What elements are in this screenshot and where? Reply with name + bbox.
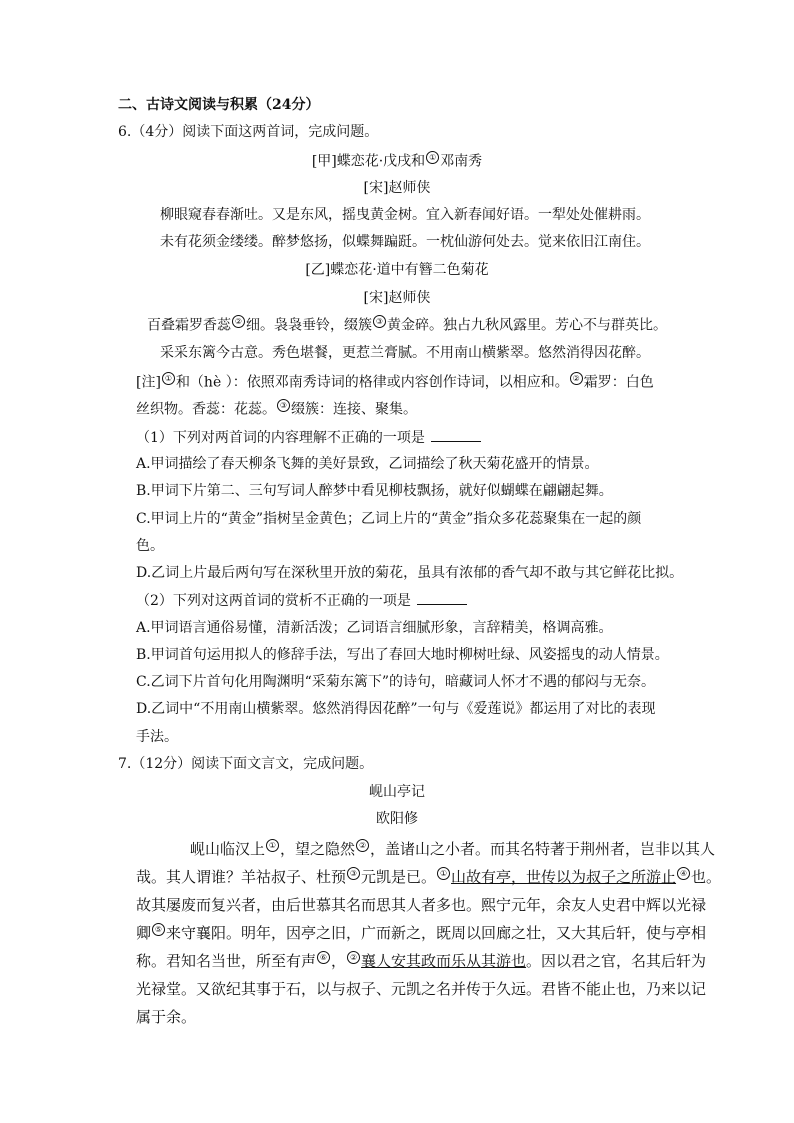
section-title: 二、古诗文阅读与积累（24分） <box>118 97 320 113</box>
footnote-mark: ② <box>232 315 245 328</box>
answer-blank[interactable] <box>431 427 481 442</box>
poem2-title: [乙]蝶恋花·道中有簪二色菊花 <box>305 262 489 278</box>
essay-text: 。因以君之官，名其后轩为 <box>526 952 707 970</box>
underlined-sentence-2: 襄人安其政而乐从其游也 <box>361 952 527 970</box>
underlined-sentence-1: 山故有亭，世传以为叔子之所游止 <box>451 868 677 886</box>
notes-line-2 <box>136 399 417 420</box>
sub2-option-b: B.甲词首句运用拟人的修辞手法，写出了春回大地时柳树吐绿、风姿摇曳的动人情景。 <box>136 647 669 663</box>
poem2-line-1-a: 百叠霜罗香蕊 <box>147 317 231 334</box>
footnote-mark: ① <box>266 839 279 852</box>
notes-text: 和（hè ）：依照邓南秀诗词的格律或内容创作诗词，以相应和。 <box>175 374 569 391</box>
sub1-option-b: B.甲词下片第二、三句写词人醉梦中看见柳枝飘扬，就好似蝴蝶在翩翩起舞。 <box>136 483 613 499</box>
footnote-mark: ③ <box>373 315 386 328</box>
essay-text: ，盖诸山之小者。而其名特著于荆州者，岂非以其人 <box>370 840 716 858</box>
notes-text: 霜罗：白色 <box>583 374 654 391</box>
poem2-line-1-b: 细。袅袅垂铃，缀簇 <box>246 317 372 334</box>
essay-author: 欧阳修 <box>376 811 418 827</box>
essay-line-3: 故其屡废而复兴者，由后世慕其名而思其人者多也。熙宁元年，余友人史君中辉以光禄 <box>136 896 707 914</box>
q6-stem: 6.（4分）阅读下面这两首词，完成问题。 <box>118 124 379 140</box>
sub2-option-d-cont: 手法。 <box>136 729 178 745</box>
sub1-option-c: C.甲词上片的“黄金”指树呈金黄色；乙词上片的“黄金”指众多花蕊聚集在一起的颜 <box>136 511 642 527</box>
footnote-mark: ⑥ <box>317 951 330 964</box>
notes-label: [注] <box>136 374 161 391</box>
poem1-title <box>0 151 794 172</box>
poem2-line-2: 采采东篱今古意。秀色堪餐，更惹兰膏腻。不用南山横紫翠。悠然消得因花醉。 <box>160 345 650 361</box>
essay-line-2 <box>136 866 721 888</box>
footnote-mark: ① <box>162 372 175 385</box>
essay-line-7: 属于余。 <box>136 1008 197 1026</box>
poem1-author: [宋]赵师侠 <box>363 180 431 196</box>
sub2-stem <box>136 590 467 611</box>
poem1-line-1: 柳眼窥春春渐吐。又是东风，摇曳黄金树。宜入新春闻好语。一犁处处催耕雨。 <box>160 207 650 223</box>
notes-text: 丝织物。香蕊：花蕊。 <box>136 401 276 418</box>
essay-text: 元凯是已。 <box>361 868 437 886</box>
sub2-option-a: A.甲词语言通俗易懂，清新活泼；乙词语言细腻形象，言辞精美，格调高雅。 <box>136 620 613 636</box>
answer-blank[interactable] <box>417 590 467 605</box>
sub1-stem-text: （1）下列对两首词的内容理解不正确的一项是 <box>136 430 425 446</box>
poem1-title-text: [甲]蝶恋花·戊戌和 <box>311 153 426 170</box>
essay-text: ，望之隐然 <box>280 840 356 858</box>
poem1-line-2: 未有花须金缕缕。醉梦悠扬，似蝶舞蹁跹。一枕仙游何处去。觉来依旧江南住。 <box>160 234 650 250</box>
poem2-line-1 <box>147 315 667 336</box>
sub2-option-d: D.乙词中“不用南山横紫翠。悠然消得因花醉”一句与《爱莲说》都运用了对比的表现 <box>136 701 656 717</box>
essay-text: 岘山临汉上 <box>190 840 266 858</box>
sub1-option-c-cont: 色。 <box>136 538 164 554</box>
footnote-mark: ② <box>570 372 583 385</box>
essay-text: 哉。其人谓谁？羊祜叔子、杜预 <box>136 868 347 886</box>
sentence-mark: ② <box>347 951 360 964</box>
essay-title: 岘山亭记 <box>369 784 425 800</box>
footnote-mark: ③ <box>347 867 360 880</box>
poem1-title-text-2: 邓南秀 <box>440 153 483 170</box>
q7-stem: 7.（12分）阅读下面文言文，完成问题。 <box>118 756 374 772</box>
sub1-option-a: A.甲词描绘了春天柳条飞舞的美好景致，乙词描绘了秋天菊花盛开的情景。 <box>136 456 599 472</box>
notes-line-1 <box>136 372 654 393</box>
essay-text: ， <box>331 952 347 970</box>
essay-text: 来守襄阳。明年，因亭之旧，广而新之，既周以回廊之壮，又大其后轩，使与亭相 <box>166 924 707 942</box>
essay-text: 也。 <box>691 868 722 886</box>
footnote-mark: ③ <box>277 399 290 412</box>
footnote-mark: ① <box>426 151 439 164</box>
essay-line-5 <box>136 950 706 972</box>
essay-text: 称。君知名当世，所至有声 <box>136 952 317 970</box>
essay-line-1 <box>190 838 715 860</box>
footnote-mark: ⑤ <box>152 923 165 936</box>
sub1-stem <box>136 427 481 448</box>
sentence-mark: ① <box>437 867 450 880</box>
notes-text: 缀簇：连接、聚集。 <box>291 401 417 418</box>
poem2-line-1-c: 黄金碎。独占九秋风露里。芳心不与群英比。 <box>387 317 667 334</box>
footnote-mark: ② <box>356 839 369 852</box>
essay-line-4 <box>136 922 706 944</box>
essay-line-6: 光禄堂。又欲纪其事于石，以与叔子、元凯之名并传于久远。君皆不能止也，乃来以记 <box>136 980 707 998</box>
sub1-option-d: D.乙词上片最后两句写在深秋里开放的菊花，虽具有浓郁的香气却不敢与其它鲜花比拟。 <box>136 565 684 581</box>
sub2-stem-text: （2）下列对这两首词的赏析不正确的一项是 <box>136 593 411 609</box>
essay-text: 卿 <box>136 924 152 942</box>
footnote-mark: ④ <box>677 867 690 880</box>
sub2-option-c: C.乙词下片首句化用陶渊明“采菊东篱下”的诗句，暗藏词人怀才不遇的郁闷与无奈。 <box>136 674 655 690</box>
poem2-author: [宋]赵师侠 <box>363 290 431 306</box>
